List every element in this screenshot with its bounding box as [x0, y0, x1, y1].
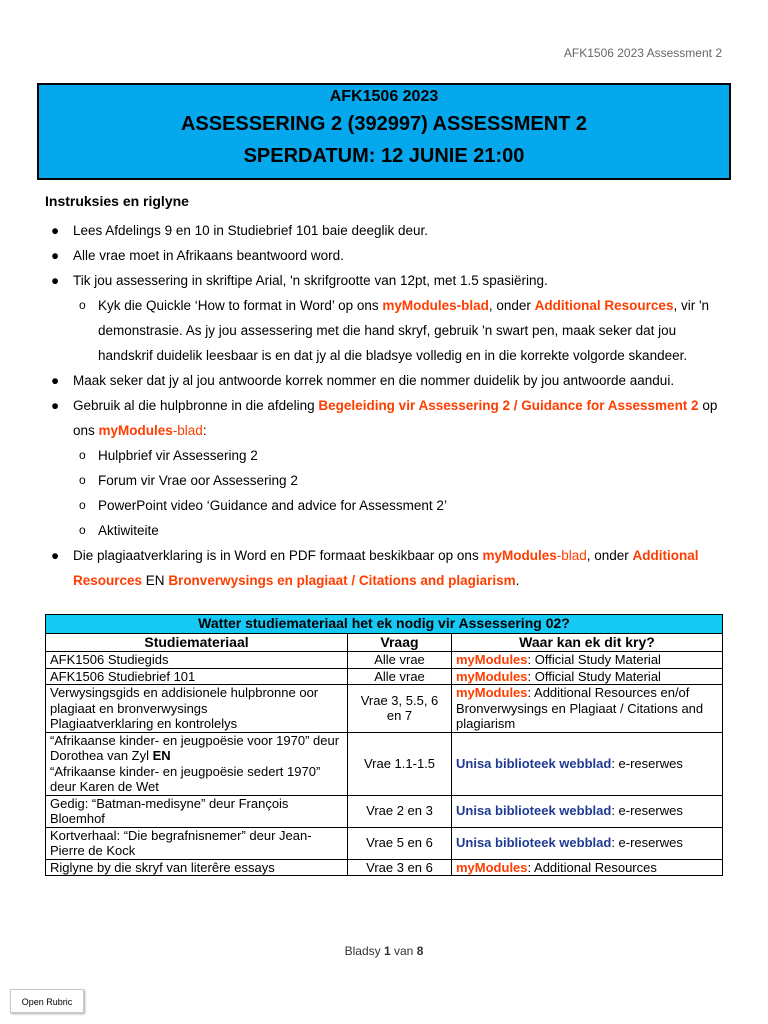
mymodules-link[interactable]: myModules [98, 423, 173, 438]
circle-bullet-icon: o [79, 473, 86, 487]
table-row: AFK1506 Studiebrief 101 Alle vrae myModules: Official Study Material [46, 668, 723, 685]
mymodules-link[interactable]: myModules [482, 548, 557, 563]
mymodules-link[interactable]: myModules [456, 685, 528, 700]
circle-bullet-icon: o [79, 298, 86, 312]
unisa-library-link[interactable]: Unisa biblioteek webblad [456, 803, 612, 819]
list-item: ● Tik jou assessering in skriftipe Arial, 'n skrifgrootte van 12pt, met 1.5 spasiëring. [50, 268, 730, 293]
guidance-section-link[interactable]: Begeleiding vir Assessering 2 / Guidance for Assessment 2 [318, 398, 699, 413]
mymodules-link[interactable]: myModules [456, 859, 528, 875]
sub-list-item: o Hulpbrief vir Assessering 2 [50, 443, 730, 468]
unisa-library-link[interactable]: Unisa biblioteek webblad [456, 835, 612, 851]
total-pages: 8 [416, 944, 424, 958]
mymodules-link[interactable]: myModules [456, 668, 528, 684]
bullet-icon: ● [51, 548, 60, 563]
study-material-table [45, 614, 723, 876]
due-date: SPERDATUM: 12 JUNIE 21:00 [243, 145, 525, 167]
table-row: AFK1506 Studiegids Alle vrae myModules: Official Study Material [46, 652, 723, 669]
list-item: ● Maak seker dat jy al jou antwoorde korrek nommer en die nommer duidelik by jou antwoorde aandui. [50, 368, 730, 393]
sub-list-item: o PowerPoint video ‘Guidance and advice for Assessment 2’ [50, 493, 730, 518]
additional-resources-link[interactable]: Additional Resources [534, 298, 674, 313]
course-code: AFK1506 2023 [329, 88, 439, 105]
table-row: “Afrikaanse kinder- en jeugpoësie voor 1970” deur Dorothea van Zyl EN “Afrikaanse kinder- en jeugpoësie sedert 1970” deur Karen de Wet Vrae 1.1-1.5 Unisa biblioteek webblad: e-reserwes [46, 732, 723, 795]
list-item: ● Alle vrae moet in Afrikaans beantwoord word. [50, 243, 730, 268]
column-header: Waar kan ek dit kry? [452, 633, 723, 652]
assessment-title: ASSESSERING 2 (392997) ASSESSMENT 2 [180, 113, 588, 135]
page-footer: Bladsy 1 van 8 [344, 944, 424, 958]
list-item: ● Gebruik al die hulpbronne in die afdeling Begeleiding vir Assessering 2 / Guidance for Assessment 2 op ons myModules-blad: [50, 393, 730, 443]
sub-list-item: o Forum vir Vrae oor Assessering 2 [50, 468, 730, 493]
current-page: 1 [383, 944, 391, 958]
additional-resources-link[interactable]: Additional Resources [73, 548, 699, 588]
sub-list-item: o Aktiwiteite [50, 518, 730, 543]
citations-plagiarism-link[interactable]: Bronverwysings en plagiaat / Citations and plagiarism [168, 573, 516, 588]
bullet-icon: ● [51, 248, 60, 263]
table-caption-row [46, 615, 723, 634]
mymodules-link[interactable]: myModules-blad [382, 298, 489, 313]
page-header-right: AFK1506 2023 Assessment 2 [563, 46, 722, 60]
column-header: Studiemateriaal [46, 633, 348, 652]
table-row: Kortverhaal: “Die begrafnisnemer” deur Jean-Pierre de Kock Vrae 5 en 6 Unisa biblioteek webblad: e-reserwes [46, 827, 723, 859]
title-box [37, 83, 731, 180]
table-row: Riglyne by die skryf van literêre essays Vrae 3 en 6 myModules: Additional Resources [46, 859, 723, 876]
circle-bullet-icon: o [79, 448, 86, 462]
table-row: Verwysingsgids en addisionele hulpbronne oor plagiaat en bronverwysings Plagiaatverklaring en kontrolelys Vrae 3, 5.5, 6 en 7 myModules: Additional Resources en/of Bronverwysings en Plagiaat / Citations and plagiarism [46, 685, 723, 733]
sub-list-item: o Kyk die Quickle ‘How to format in Word’ op ons myModules-blad, onder Additional Resources, vir 'n demonstrasie. As jy jou assessering met die hand skryf, gebruik 'n swart pen, maak seker dat jou handskrif duidelik leesbaar is en dat jy al die bladsye volledig en in die korrekte volgorde skandeer. [50, 293, 730, 368]
unisa-library-link[interactable]: Unisa biblioteek webblad [456, 755, 612, 771]
circle-bullet-icon: o [79, 523, 86, 537]
table-header-row [46, 633, 723, 652]
bullet-icon: ● [51, 273, 60, 288]
instructions-list [50, 218, 730, 593]
open-rubric-button[interactable]: Open Rubric [10, 989, 84, 1013]
column-header: Vraag [348, 633, 452, 652]
bullet-icon: ● [51, 223, 60, 238]
circle-bullet-icon: o [79, 498, 86, 512]
table-row: Gedig: “Batman-medisyne” deur François Bloemhof Vrae 2 en 3 Unisa biblioteek webblad: e-reserwes [46, 795, 723, 827]
bullet-icon: ● [51, 398, 60, 413]
table-caption: Watter studiemateriaal het ek nodig vir Assessering 02? [46, 615, 723, 634]
list-item: ● Die plagiaatverklaring is in Word en PDF formaat beskikbaar op ons myModules-blad, onder Additional Resources EN Bronverwysings en plagiaat / Citations and plagiarism. [50, 543, 730, 593]
list-item: ● Lees Afdelings 9 en 10 in Studiebrief 101 baie deeglik deur. [50, 218, 730, 243]
bullet-icon: ● [51, 373, 60, 388]
mymodules-link[interactable]: myModules [456, 652, 528, 667]
section-title: Instruksies en riglyne [45, 193, 189, 209]
